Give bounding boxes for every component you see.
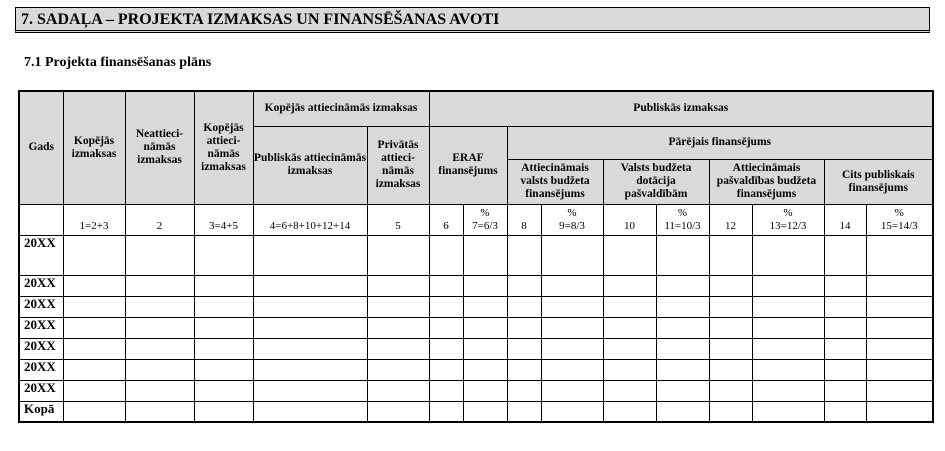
formula-cell: 1=2+3 (63, 204, 125, 235)
value-cell[interactable] (866, 380, 933, 401)
row-label: Kopā (19, 401, 63, 422)
value-cell[interactable] (866, 296, 933, 317)
formula-cell: 6 (429, 204, 463, 235)
value-cell[interactable] (824, 401, 866, 422)
header-publiskas-izmaksas: Publiskās izmaksas (429, 91, 933, 126)
formula-cell: 5 (367, 204, 429, 235)
value-cell[interactable] (253, 380, 367, 401)
value-cell[interactable] (194, 380, 253, 401)
value-cell[interactable] (541, 338, 603, 359)
value-cell[interactable] (253, 275, 367, 296)
value-cell[interactable] (507, 296, 541, 317)
value-cell[interactable] (656, 401, 709, 422)
value-cell[interactable] (541, 296, 603, 317)
value-cell[interactable] (507, 401, 541, 422)
value-cell[interactable] (603, 235, 656, 275)
value-cell[interactable] (367, 338, 429, 359)
year-row (19, 296, 933, 317)
value-cell[interactable] (125, 235, 194, 275)
value-cell[interactable] (194, 235, 253, 275)
formula-cell: 2 (125, 204, 194, 235)
value-cell[interactable] (824, 235, 866, 275)
value-cell[interactable] (709, 401, 752, 422)
value-cell[interactable] (367, 317, 429, 338)
year-row (19, 338, 933, 359)
value-cell[interactable] (429, 359, 463, 380)
value-cell[interactable] (463, 296, 507, 317)
value-cell[interactable] (253, 338, 367, 359)
header-valsts-budzeta-dotacija: Valsts budžeta dotācija pašvaldībām (603, 159, 709, 204)
header-eraf: ERAF finansējums (429, 126, 507, 204)
value-cell[interactable] (824, 359, 866, 380)
formula-text: 11=10/3 (664, 219, 701, 232)
formula-cell (866, 204, 933, 235)
value-cell[interactable] (752, 275, 824, 296)
value-cell[interactable] (866, 359, 933, 380)
section-title: 7. SADAĻA – PROJEKTA IZMAKSAS UN FINANSĒŠANAS AVOTI (15, 7, 930, 33)
total-row (19, 401, 933, 422)
value-cell[interactable] (866, 401, 933, 422)
value-cell[interactable] (541, 380, 603, 401)
value-cell[interactable] (63, 296, 125, 317)
value-cell[interactable] (429, 380, 463, 401)
value-cell[interactable] (63, 235, 125, 275)
value-cell[interactable] (603, 296, 656, 317)
formula-row (19, 204, 933, 235)
value-cell[interactable] (603, 359, 656, 380)
value-cell[interactable] (656, 275, 709, 296)
header-parejais: Pārējais finansējums (507, 126, 933, 159)
header-gads: Gads (19, 91, 63, 204)
header-kopejas-attiecinamas: Kopējās attieci-nāmās izmaksas (194, 91, 253, 204)
value-cell[interactable] (429, 275, 463, 296)
year-row (19, 380, 933, 401)
value-cell[interactable] (63, 275, 125, 296)
value-cell[interactable] (429, 338, 463, 359)
value-cell[interactable] (463, 380, 507, 401)
value-cell[interactable] (194, 296, 253, 317)
value-cell[interactable] (125, 338, 194, 359)
formula-cell (541, 204, 603, 235)
value-cell[interactable] (603, 401, 656, 422)
value-cell[interactable] (824, 317, 866, 338)
formula-cell: 8 (507, 204, 541, 235)
row-label: 20XX (19, 296, 63, 317)
subsection-title: 7.1 Projekta finansēšanas plāns (24, 55, 212, 70)
value-cell[interactable] (603, 338, 656, 359)
value-cell[interactable] (752, 338, 824, 359)
value-cell[interactable] (253, 235, 367, 275)
value-cell[interactable] (194, 338, 253, 359)
value-cell[interactable] (125, 401, 194, 422)
value-cell[interactable] (125, 275, 194, 296)
formula-cell: 10 (603, 204, 656, 235)
value-cell[interactable] (752, 401, 824, 422)
value-cell[interactable] (463, 275, 507, 296)
value-cell[interactable] (656, 296, 709, 317)
value-cell[interactable] (253, 317, 367, 338)
value-cell[interactable] (367, 235, 429, 275)
year-row (19, 275, 933, 296)
row-label: 20XX (19, 317, 63, 338)
value-cell[interactable] (507, 235, 541, 275)
percent-sign: % (783, 206, 793, 219)
value-cell[interactable] (824, 380, 866, 401)
percent-sign: % (894, 206, 904, 219)
value-cell[interactable] (463, 338, 507, 359)
value-cell[interactable] (463, 317, 507, 338)
value-cell[interactable] (709, 380, 752, 401)
value-cell[interactable] (463, 235, 507, 275)
value-cell[interactable] (125, 296, 194, 317)
value-cell[interactable] (824, 338, 866, 359)
value-cell[interactable] (656, 359, 709, 380)
formula-cell (463, 204, 507, 235)
value-cell[interactable] (367, 380, 429, 401)
value-cell[interactable] (709, 317, 752, 338)
value-cell[interactable] (367, 401, 429, 422)
value-cell[interactable] (603, 275, 656, 296)
value-cell[interactable] (866, 275, 933, 296)
header-neattiecinamas: Neattieci-nāmās izmaksas (125, 91, 194, 204)
value-cell[interactable] (709, 338, 752, 359)
value-cell[interactable] (752, 235, 824, 275)
year-row (19, 317, 933, 338)
formula-text: 7=6/3 (472, 219, 498, 232)
value-cell[interactable] (507, 317, 541, 338)
financing-plan-table (18, 90, 934, 423)
value-cell[interactable] (194, 359, 253, 380)
value-cell[interactable] (541, 401, 603, 422)
value-cell[interactable] (63, 338, 125, 359)
value-cell[interactable] (656, 380, 709, 401)
row-label: 20XX (19, 338, 63, 359)
value-cell[interactable] (253, 401, 367, 422)
value-cell[interactable] (603, 380, 656, 401)
value-cell[interactable] (541, 317, 603, 338)
formula-text: 15=14/3 (880, 219, 918, 232)
formula-cell: 3=4+5 (194, 204, 253, 235)
value-cell[interactable] (541, 275, 603, 296)
value-cell[interactable] (125, 380, 194, 401)
value-cell[interactable] (656, 338, 709, 359)
row-label: 20XX (19, 380, 63, 401)
value-cell[interactable] (507, 275, 541, 296)
value-cell[interactable] (63, 317, 125, 338)
value-cell[interactable] (541, 359, 603, 380)
header-kopejas-izmaksas: Kopējās izmaksas (63, 91, 125, 204)
year-row (19, 235, 933, 275)
value-cell[interactable] (429, 235, 463, 275)
header-pasvaldibas-fin: Attiecināmais pašvaldības budžeta finansējums (709, 159, 824, 204)
percent-sign: % (567, 206, 577, 219)
value-cell[interactable] (63, 359, 125, 380)
value-cell[interactable] (194, 317, 253, 338)
value-cell[interactable] (63, 401, 125, 422)
value-cell[interactable] (709, 235, 752, 275)
header-privatas-attiecinamas: Privātās attieci-nāmās izmaksas (367, 126, 429, 204)
formula-cell (752, 204, 824, 235)
header-valsts-budzeta-fin: Attiecināmais valsts budžeta finansējums (507, 159, 603, 204)
value-cell[interactable] (866, 338, 933, 359)
value-cell[interactable] (125, 317, 194, 338)
value-cell[interactable] (429, 317, 463, 338)
value-cell[interactable] (507, 338, 541, 359)
value-cell[interactable] (824, 296, 866, 317)
value-cell[interactable] (709, 359, 752, 380)
value-cell[interactable] (603, 317, 656, 338)
value-cell[interactable] (194, 275, 253, 296)
year-row (19, 359, 933, 380)
row-label: 20XX (19, 359, 63, 380)
value-cell[interactable] (709, 275, 752, 296)
value-cell[interactable] (463, 359, 507, 380)
value-cell[interactable] (194, 401, 253, 422)
header-cits-publiskais: Cits publiskais finansējums (824, 159, 933, 204)
header-publiskas-attiecinamas: Publiskās attiecināmās izmaksas (253, 126, 367, 204)
row-label: 20XX (19, 235, 63, 275)
value-cell[interactable] (367, 296, 429, 317)
header-kopejas-attiecinamas-group: Kopējās attiecināmās izmaksas (253, 91, 429, 126)
row-label: 20XX (19, 275, 63, 296)
value-cell[interactable] (866, 235, 933, 275)
value-cell[interactable] (429, 401, 463, 422)
value-cell[interactable] (429, 296, 463, 317)
value-cell[interactable] (507, 380, 541, 401)
formula-cell: 14 (824, 204, 866, 235)
value-cell[interactable] (367, 359, 429, 380)
value-cell[interactable] (463, 401, 507, 422)
value-cell[interactable] (253, 359, 367, 380)
value-cell[interactable] (656, 317, 709, 338)
value-cell[interactable] (752, 296, 824, 317)
percent-sign: % (480, 206, 490, 219)
percent-sign: % (677, 206, 688, 219)
value-cell[interactable] (866, 317, 933, 338)
formula-cell (19, 204, 63, 235)
value-cell[interactable] (541, 235, 603, 275)
value-cell[interactable] (752, 359, 824, 380)
formula-cell: 12 (709, 204, 752, 235)
formula-text: 13=12/3 (769, 219, 807, 232)
value-cell[interactable] (824, 275, 866, 296)
value-cell[interactable] (63, 380, 125, 401)
value-cell[interactable] (507, 359, 541, 380)
value-cell[interactable] (125, 359, 194, 380)
value-cell[interactable] (367, 275, 429, 296)
formula-cell (656, 204, 709, 235)
formula-cell: 4=6+8+10+12+14 (253, 204, 367, 235)
value-cell[interactable] (752, 317, 824, 338)
value-cell[interactable] (656, 235, 709, 275)
value-cell[interactable] (709, 296, 752, 317)
formula-text: 9=8/3 (559, 219, 585, 232)
value-cell[interactable] (752, 380, 824, 401)
value-cell[interactable] (253, 296, 367, 317)
